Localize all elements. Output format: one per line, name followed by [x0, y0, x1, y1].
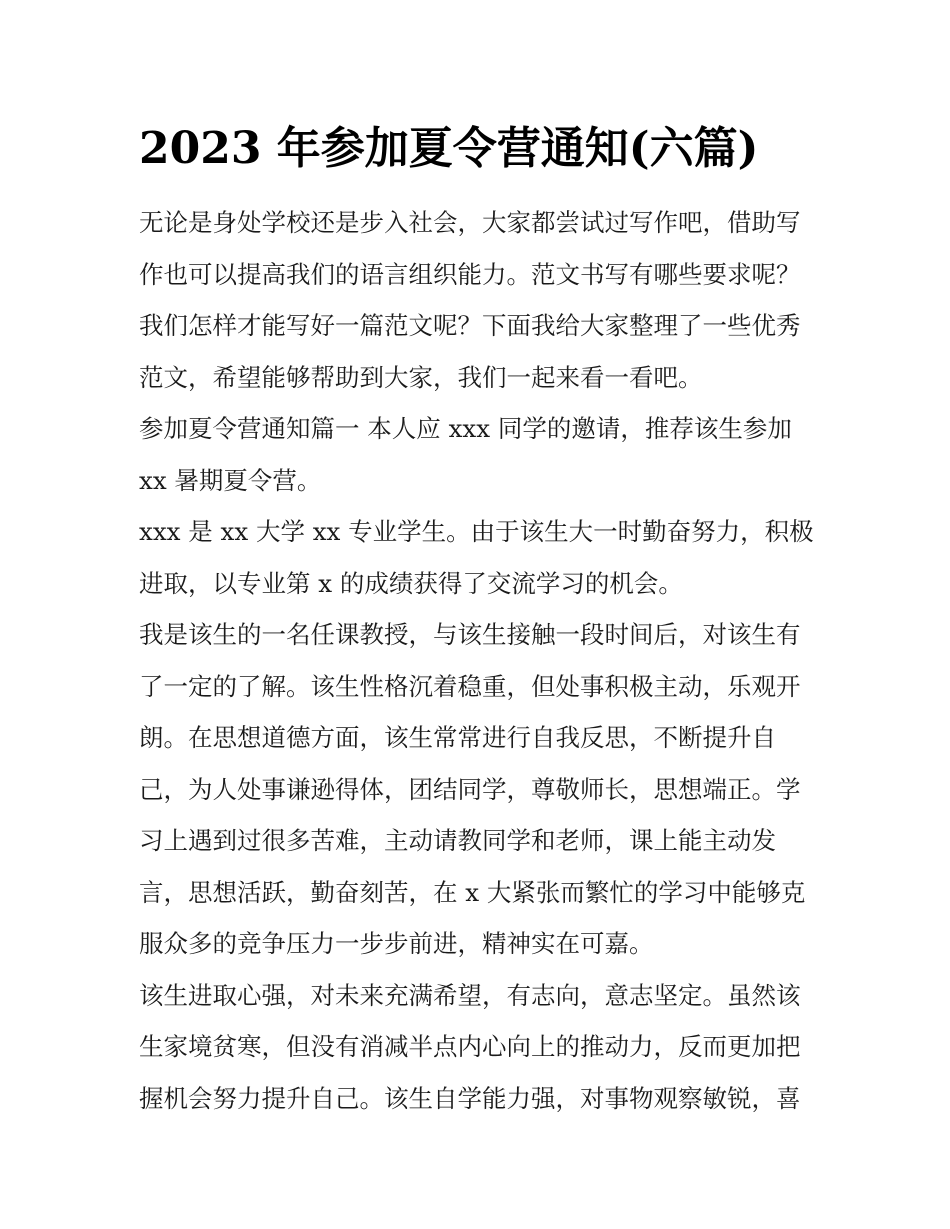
- body-line: 朗。在思想道德方面，该生常常进行自我反思，不断提升自: [139, 723, 776, 752]
- body-line: xx 暑期夏令营。: [139, 465, 322, 495]
- body-line: 服众多的竞争压力一步步前进，精神实在可嘉。: [139, 929, 654, 958]
- body-line: 己，为人处事谦逊得体，团结同学，尊敬师长，思想端正。学: [139, 774, 801, 804]
- body-line: 习上遇到过很多苦难，主动请教同学和老师，课上能主动发: [139, 826, 776, 855]
- body-line: 该生进取心强，对未来充满希望，有志向，意志坚定。虽然该: [139, 980, 801, 1010]
- document-body: [139, 197, 819, 1124]
- body-line: 我是该生的一名任课教授，与该生接触一段时间后，对该生有: [139, 620, 801, 649]
- body-line: 参加夏令营通知篇一 本人应 xxx 同学的邀请，推荐该生参加: [139, 414, 792, 443]
- body-line: 生家境贫寒，但没有消减半点内心向上的推动力，反而更加把: [139, 1032, 801, 1061]
- body-line: 了一定的了解。该生性格沉着稳重，但处事积极主动，乐观开: [139, 671, 801, 701]
- document-title: 2023 年参加夏令营通知(六篇): [139, 123, 759, 174]
- body-line: 进取，以专业第 x 的成绩获得了交流学习的机会。: [139, 568, 683, 598]
- body-line: xxx 是 xx 大学 xx 专业学生。由于该生大一时勤奋努力，积极: [139, 517, 814, 546]
- body-line: 言，思想活跃，勤奋刻苦，在 x 大紧张而繁忙的学习中能够克: [139, 877, 806, 907]
- body-line: 我们怎样才能写好一篇范文呢？下面我给大家整理了一些优秀: [139, 311, 801, 340]
- body-line: 无论是身处学校还是步入社会，大家都尝试过写作吧，借助写: [139, 208, 801, 237]
- body-line: 握机会努力提升自己。该生自学能力强，对事物观察敏锐，喜: [139, 1083, 801, 1113]
- body-line: 范文，希望能够帮助到大家，我们一起来看一看吧。: [139, 362, 703, 392]
- body-line: 作也可以提高我们的语言组织能力。范文书写有哪些要求呢？: [139, 259, 801, 289]
